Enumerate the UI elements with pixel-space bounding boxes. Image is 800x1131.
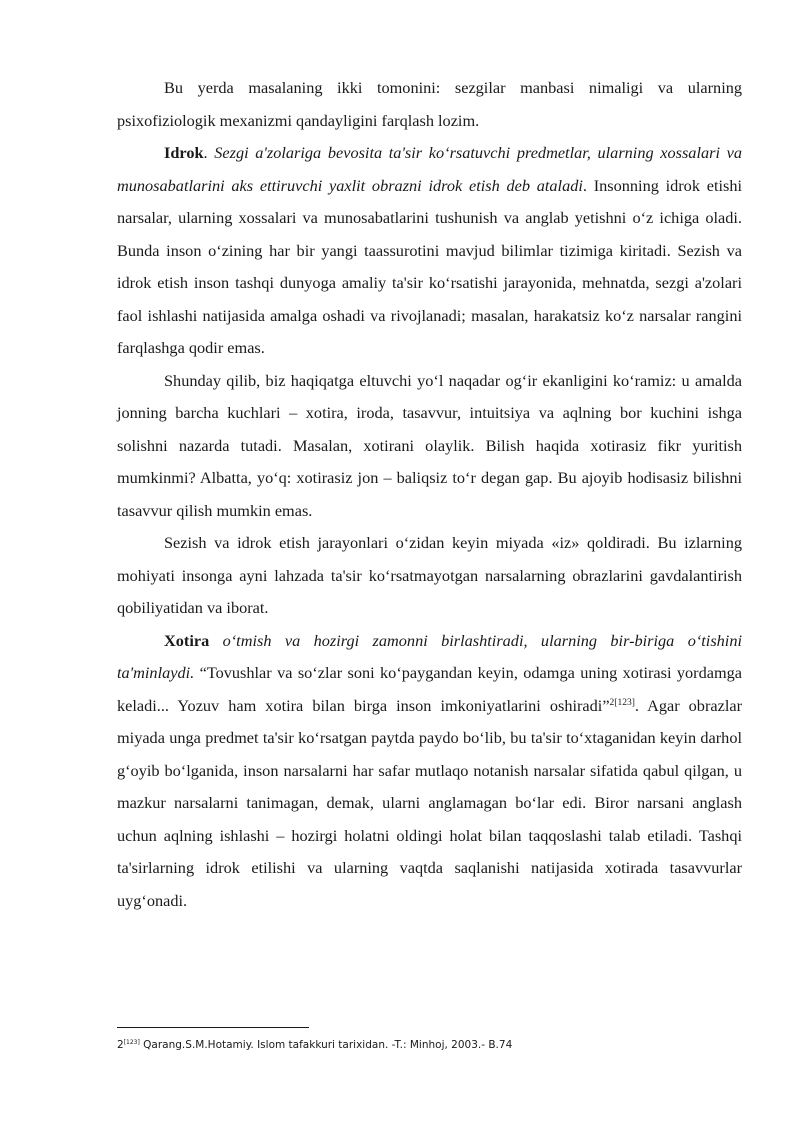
- footnote-ref: [123]: [123, 1039, 140, 1046]
- paragraph-2-text: . Insonning idrok etishi narsalar, ularning xossalari va munosabatlarini tushunish va anglab yetishni o‘z ichiga oladi. Bunda inson o‘zining har bir yangi taassurotini mavjud bilimlar tizimiga kiritadi. Sezish va idrok etish inson tashqi dunyoga amaliy ta'sir ko‘rsatishi jarayonida, mehnatda, sezgi a'zolari faol ishlashi natijasida amalga oshadi va rivojlanadi; masalan, harakatsiz ko‘z narsalar rangini farqlashga qodir emas.: [117, 175, 742, 357]
- quotation: “Tovushlar va so‘zlar soni ko‘paygandan keyin, odamga uning xotirasi yordamga keladi... Yozuv ham xotira bilan birga inson imkoniyatlarini oshiradi”: [117, 663, 742, 715]
- footnote-reference[interactable]: 2[123]: [609, 697, 635, 708]
- paragraph-5: [117, 625, 742, 918]
- term-idrok: Idrok: [164, 143, 204, 162]
- paragraph-5-text: . Agar obrazlar miyada unga predmet ta'sir ko‘rsatgan paytda paydo bo‘lib, bu ta'sir to‘xtaganidan keyin darhol g‘oyib bo‘lganida, inson narsalarni har safar mutlaqo notanish narsalar sifatida qabul qilgan, u mazkur narsalarni tanimagan, demak, ularni anglamagan bo‘lar edi. Biror narsani anglash uchun aqlning ishlashi – hozirgi holatni oldingi holat bilan taqqoslashi talab etiladi. Tashqi ta'sirlarning idrok etilishi va ularning vaqtda saqlanishi natijasida xotirada tasavvurlar uyg‘onadi.: [117, 695, 742, 910]
- paragraph-4: [117, 527, 742, 625]
- footnote: [117, 1038, 742, 1052]
- footnote-divider: [117, 1027, 309, 1028]
- footnote-text: Qarang.S.M.Hotamiy. Islom tafakkuri tarixidan. -T.: Minhoj, 2003.- B.74: [139, 1039, 513, 1051]
- paragraph-4-text: Sezish va idrok etish jarayonlari o‘zidan keyin miyada «iz» qoldiradi. Bu izlarning mohiyati insonga ayni lahzada ta'sir ko‘rsatmayotgan narsalarning obrazlarini gavdalantirish qobiliyatidan va iborat.: [117, 533, 742, 617]
- xotira-definition: o‘tmish va hozirgi zamonni birlashtiradi, ularning bir-biriga o‘tishini ta'minlaydi.: [117, 630, 742, 682]
- paragraph-3-text: Shunday qilib, biz haqiqatga eltuvchi yo‘l naqadar og‘ir ekanligini ko‘ramiz: u amalda jonning barcha kuchlari – xotira, iroda, tasavvur, intuitsiya va aqlning bor kuchini ishga solishni nazarda tutadi. Masalan, xotirani olaylik. Bilish haqida xotirasiz fikr yuritish mumkinmi? Albatta, yo‘q: xotirasiz jon – baliqsiz to‘r degan gap. Bu ajoyib hodisasiz bilishni tasavvur qilish mumkin emas.: [117, 370, 742, 520]
- paragraph-1-text: Bu yerda masalaning ikki tomonini: sezgilar manbasi nimaligi va ularning psixofiziologik mexanizmi qandayligini farqlash lozim.: [117, 78, 742, 130]
- term-separator: .: [203, 143, 215, 162]
- idrok-definition: Sezgi a'zolariga bevosita ta'sir ko‘rsatuvchi predmetlar, ularning xossalari va munosabatlarini aks ettiruvchi yaxlit obrazni idrok etish deb ataladi: [117, 143, 742, 195]
- paragraph-1: [117, 72, 742, 137]
- paragraph-2: [117, 137, 742, 365]
- footnote-number: 2: [117, 1039, 124, 1051]
- term-xotira: Xotira: [164, 630, 210, 650]
- document-body: [117, 72, 742, 917]
- paragraph-3: [117, 365, 742, 528]
